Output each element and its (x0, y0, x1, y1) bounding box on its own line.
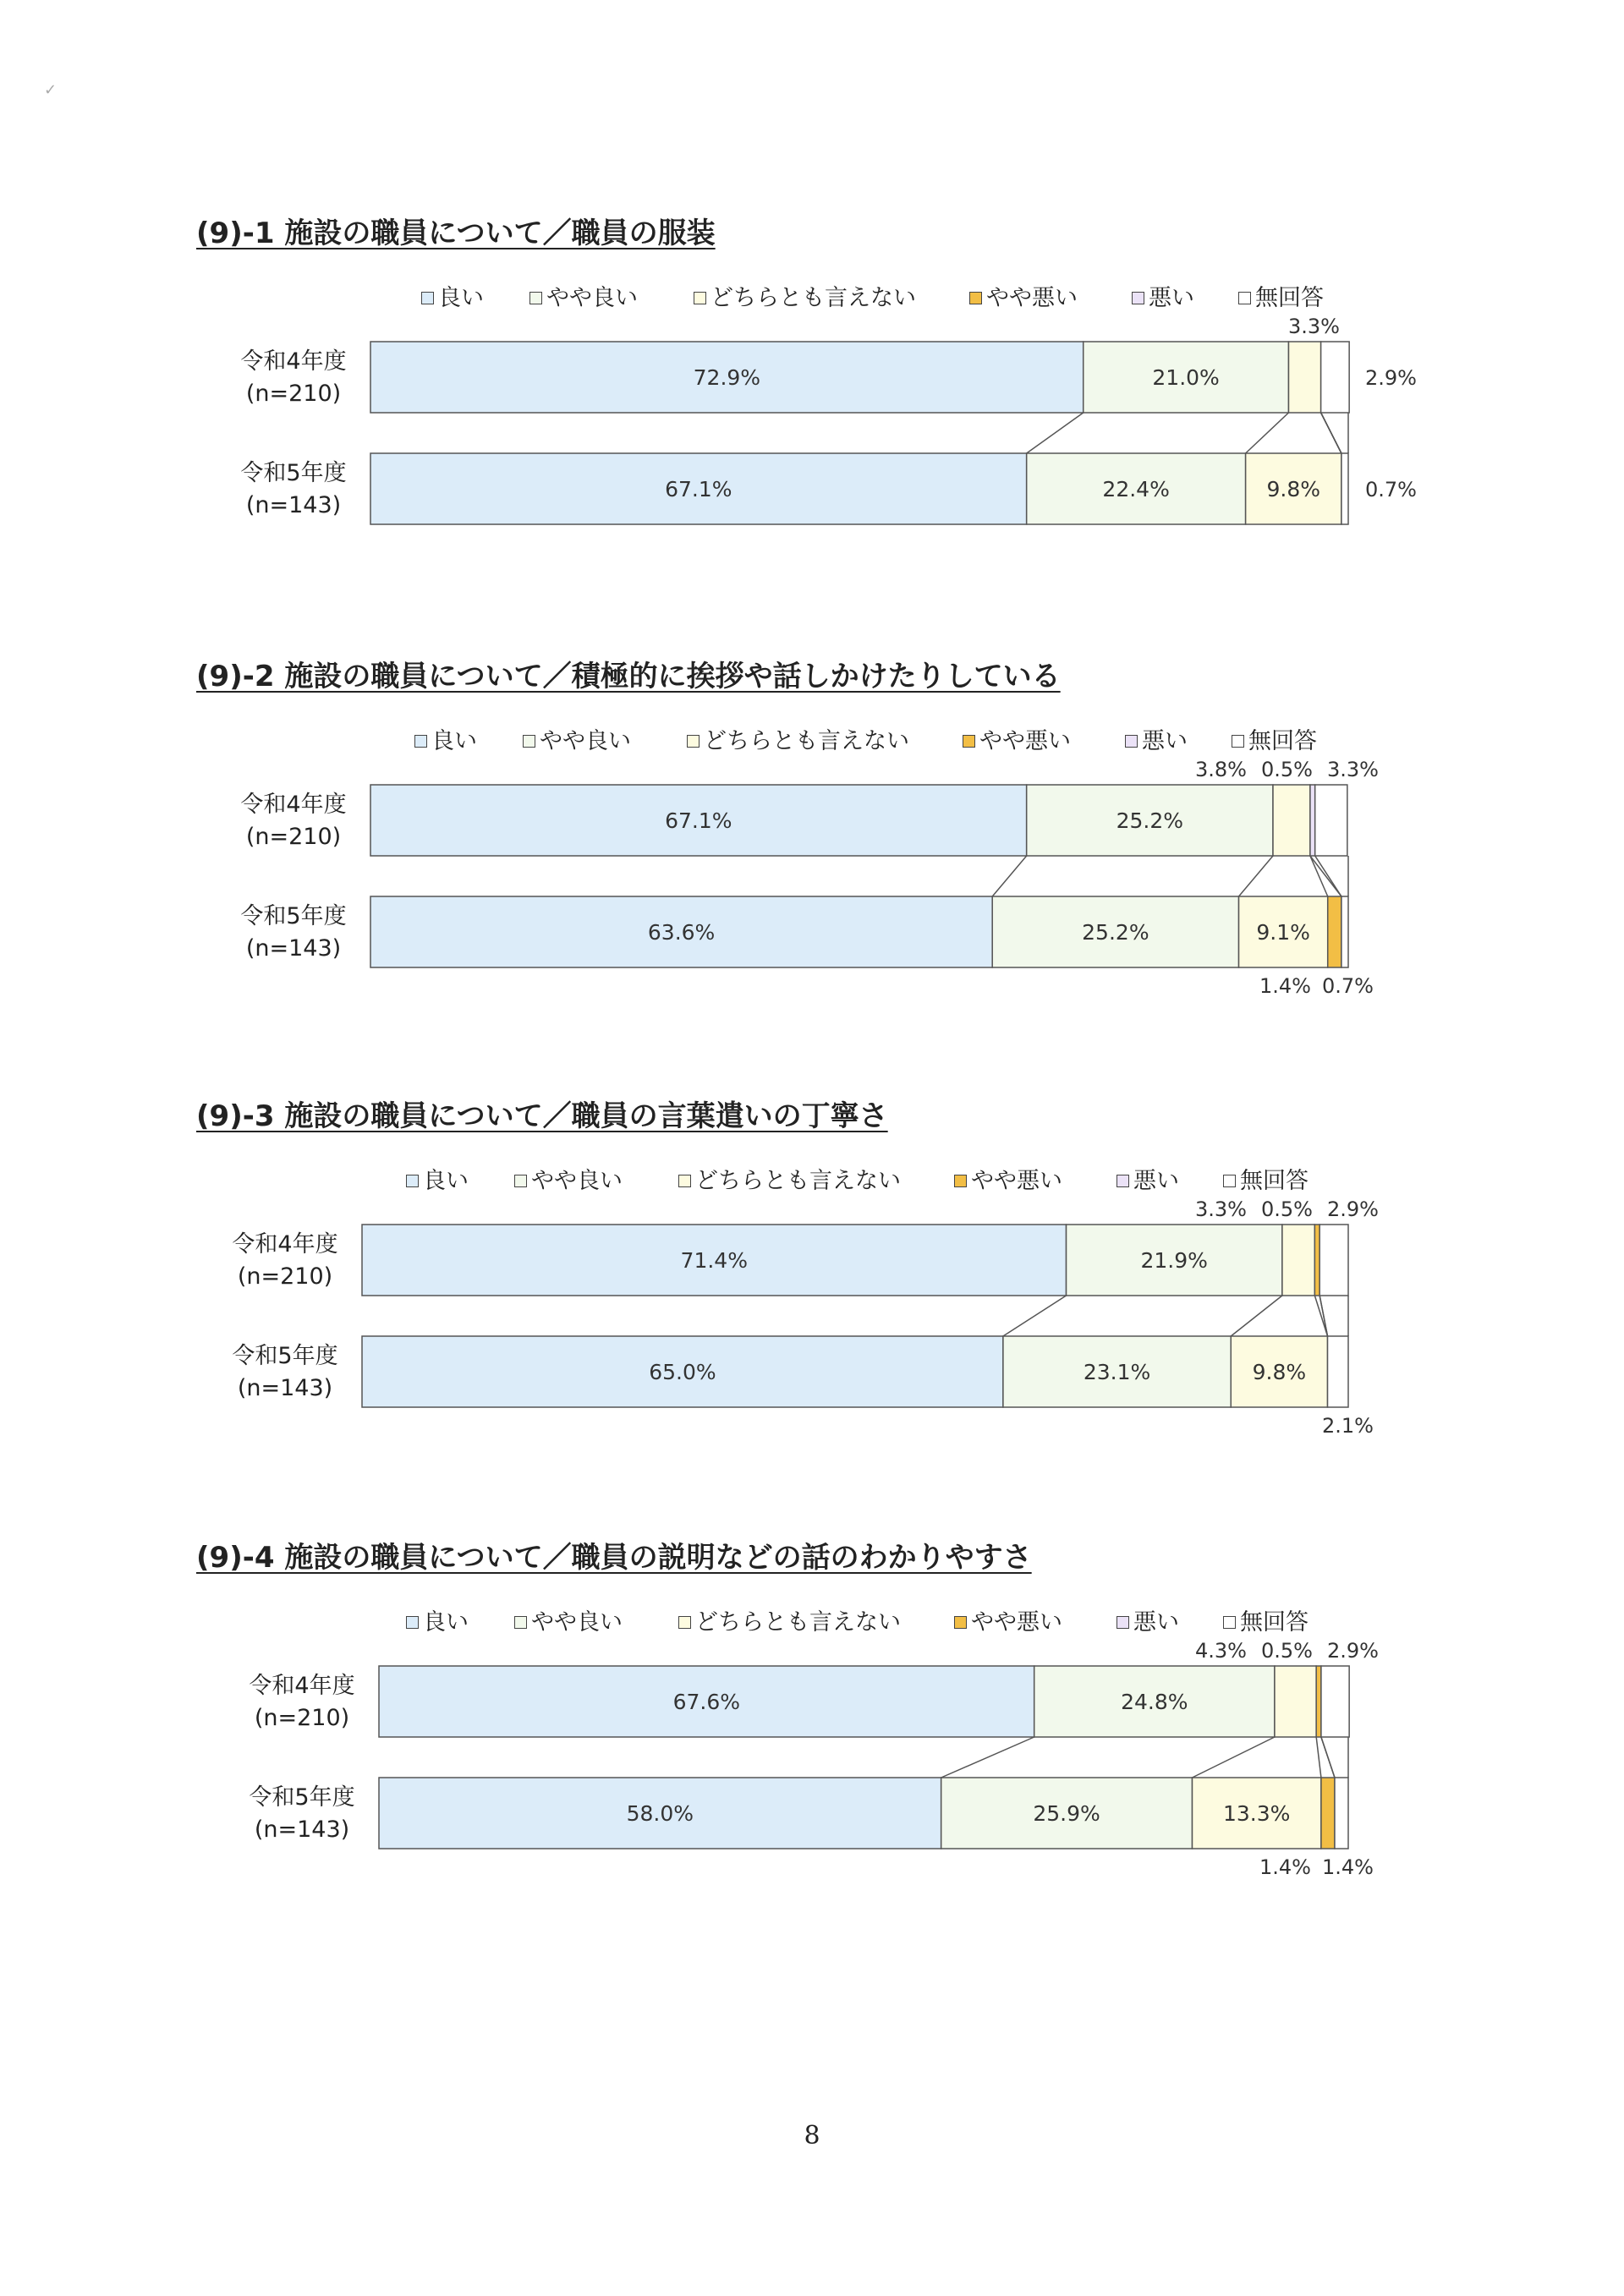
data-label: 9.8% (1266, 477, 1321, 501)
category-label: 令和4年度 (n=210) (232, 1231, 338, 1290)
legend-label: やや良い (531, 1168, 623, 1194)
data-label: 1.4% (1259, 1855, 1311, 1879)
bar-segment (1321, 342, 1350, 413)
bar-segment (1315, 785, 1347, 856)
data-label: 3.3% (1327, 758, 1379, 781)
legend-label: 悪い (1133, 1168, 1179, 1194)
data-label: 9.8% (1252, 1360, 1307, 1384)
chart-title: (9)-4 施設の職員について／職員の説明などの話のわかりやすさ (196, 1541, 1032, 1575)
data-label: 4.3% (1195, 1639, 1247, 1663)
category-label: 令和4年度 (n=210) (249, 1673, 355, 1731)
connector-line (992, 856, 1026, 896)
category-label: 令和5年度 (n=143) (249, 1784, 355, 1843)
legend-label: 良い (423, 1609, 469, 1636)
category-label: 令和5年度 (n=143) (232, 1343, 338, 1401)
connector-line (1321, 413, 1341, 453)
data-label: 25.2% (1116, 808, 1184, 833)
legend-label: 良い (423, 1168, 469, 1194)
legend-label: 悪い (1142, 728, 1188, 754)
connector-line (1246, 413, 1289, 453)
data-label: 0.7% (1322, 974, 1374, 998)
legend-label: 悪い (1133, 1609, 1179, 1636)
data-label: 67.1% (665, 808, 732, 833)
page-number: 8 (804, 2121, 820, 2151)
bar-segment (1335, 1778, 1348, 1849)
stacked-bar-chart (0, 294, 1624, 599)
data-label: 13.3% (1222, 1801, 1291, 1826)
connector-line (1003, 1296, 1067, 1336)
bar-segment (1314, 1225, 1320, 1296)
chart-title: (9)-3 施設の職員について／職員の言葉遣いの丁寧さ (196, 1099, 888, 1133)
legend-label: やや悪い (971, 1168, 1062, 1194)
data-label: 3.3% (1195, 1197, 1247, 1221)
data-label: 1.4% (1259, 974, 1311, 998)
legend-label: 無回答 (1240, 1168, 1309, 1194)
bar-segment (1310, 785, 1315, 856)
connector-line (1239, 856, 1273, 896)
legend-label: やや良い (531, 1609, 623, 1636)
category-label: 令和5年度 (n=143) (240, 903, 347, 962)
data-label: 72.9% (693, 365, 761, 390)
data-label: 63.6% (647, 920, 716, 945)
connector-line (1027, 413, 1084, 453)
data-label: 0.5% (1261, 758, 1313, 781)
data-label: 23.1% (1083, 1360, 1151, 1384)
legend-label: 無回答 (1255, 285, 1324, 311)
legend-label: 無回答 (1240, 1609, 1309, 1636)
bar-segment (1320, 1225, 1348, 1296)
data-label: 9.1% (1256, 920, 1310, 945)
category-label: 令和4年度 (n=210) (240, 792, 347, 850)
bar-segment (1273, 785, 1310, 856)
legend-label: やや悪い (971, 1609, 1062, 1636)
stacked-bar-chart (0, 1177, 1624, 1482)
bar-segment (1328, 896, 1341, 967)
legend-label: どちらとも言えない (695, 1168, 901, 1194)
connector-line (1192, 1737, 1274, 1778)
data-label: 67.1% (665, 477, 732, 501)
bar-segment (1328, 1336, 1348, 1407)
data-label: 2.9% (1327, 1639, 1379, 1663)
bar-segment (1282, 1225, 1314, 1296)
bar-segment (1288, 342, 1320, 413)
bar-segment (1321, 1666, 1349, 1737)
bar-segment (1275, 1666, 1316, 1737)
chart-title: (9)-1 施設の職員について／職員の服装 (196, 216, 716, 250)
data-label: 25.2% (1082, 920, 1149, 945)
category-label: 令和5年度 (n=143) (240, 460, 347, 518)
data-label: 65.0% (649, 1360, 716, 1384)
bar-segment (1341, 896, 1348, 967)
legend-label: 良い (438, 285, 484, 311)
data-label: 0.7% (1365, 478, 1417, 501)
legend-label: どちらとも言えない (704, 728, 909, 754)
data-label: 0.5% (1261, 1639, 1313, 1663)
legend-label: 無回答 (1248, 728, 1317, 754)
data-label: 67.6% (672, 1690, 741, 1714)
stacked-bar-chart (0, 1619, 1624, 1923)
data-label: 2.9% (1327, 1197, 1379, 1221)
legend-label: どちらとも言えない (710, 285, 916, 311)
data-label: 3.8% (1195, 758, 1247, 781)
bar-segment (1316, 1666, 1321, 1737)
data-label: 1.4% (1322, 1855, 1374, 1879)
data-label: 22.4% (1102, 477, 1170, 501)
legend-label: どちらとも言えない (695, 1609, 901, 1636)
legend-label: やや悪い (986, 285, 1078, 311)
legend-label: 良い (431, 728, 477, 754)
legend-label: やや悪い (979, 728, 1071, 754)
bar-segment (1341, 453, 1348, 524)
data-label: 0.5% (1261, 1197, 1313, 1221)
scan-mark: ✓ (44, 81, 58, 99)
connector-line (1316, 1737, 1321, 1778)
legend-label: 悪い (1149, 285, 1194, 311)
data-label: 2.1% (1322, 1414, 1374, 1438)
category-label: 令和4年度 (n=210) (240, 348, 347, 407)
data-label: 21.9% (1140, 1248, 1208, 1273)
data-label: 25.9% (1033, 1801, 1100, 1826)
data-label: 58.0% (626, 1801, 694, 1826)
data-label: 21.0% (1152, 365, 1220, 390)
legend-label: やや良い (540, 728, 631, 754)
stacked-bar-chart (0, 737, 1624, 1042)
data-label: 24.8% (1121, 1690, 1188, 1714)
data-label: 2.9% (1365, 366, 1417, 390)
connector-line (1231, 1296, 1282, 1336)
legend-label: やや良い (546, 285, 638, 311)
data-label: 71.4% (680, 1248, 748, 1273)
data-label: 3.3% (1288, 315, 1340, 338)
bar-segment (1321, 1778, 1335, 1849)
connector-line (1321, 1737, 1335, 1778)
connector-line (941, 1737, 1034, 1778)
chart-title: (9)-2 施設の職員について／積極的に挨拶や話しかけたりしている (196, 660, 1061, 693)
